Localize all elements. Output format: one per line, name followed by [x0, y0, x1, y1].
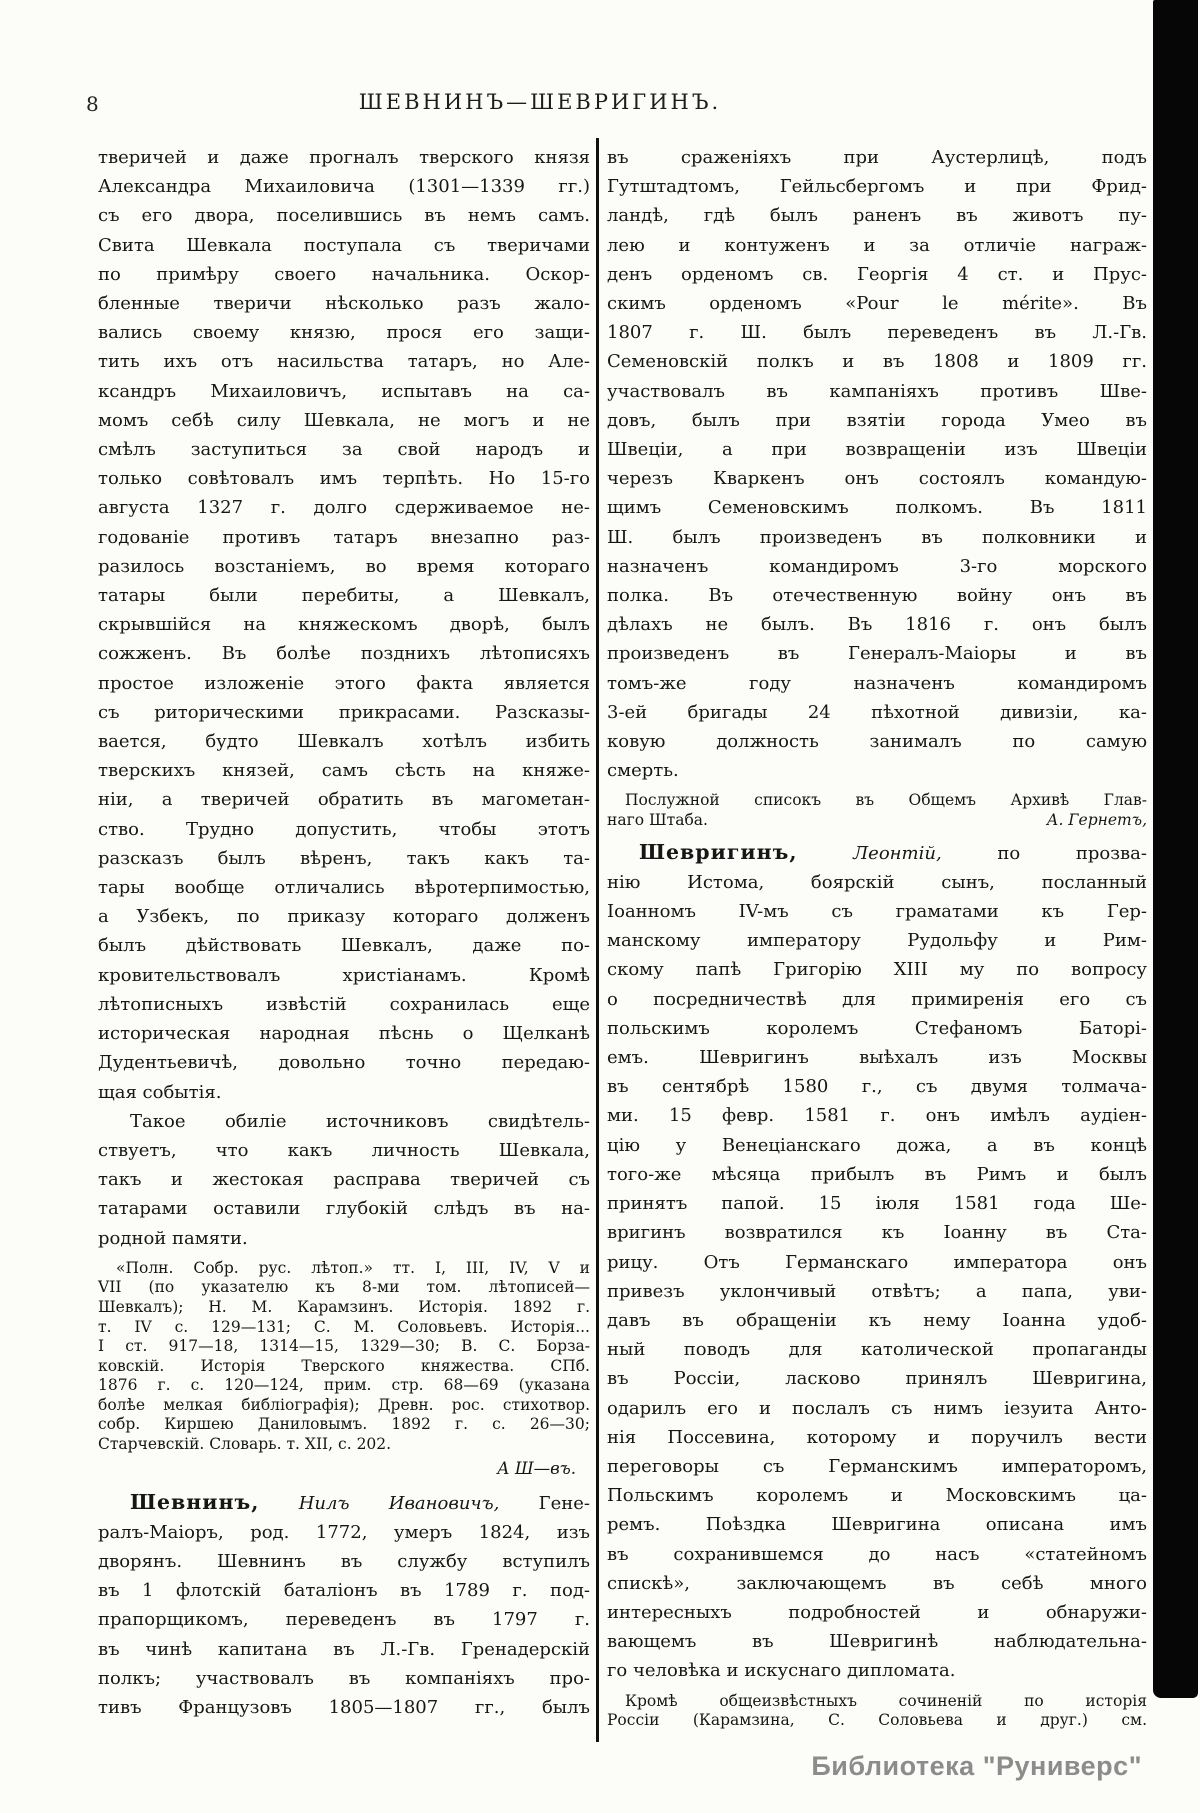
text-line: лѣтописныхъ извѣстій сохранилась еще: [98, 993, 590, 1015]
text-line: былъ дѣйствовать Шевкалъ, даже по-: [98, 935, 590, 957]
text-line: августа 1327 г. долго сдерживаемое не-: [98, 497, 590, 519]
text-line: ный поводъ для католической пропаганды: [607, 1339, 1147, 1361]
text-line: Такое обиліе источниковъ свидѣтель-: [130, 1110, 590, 1132]
text-line: Послужной списокъ въ Общемъ Архивѣ Глав-: [625, 791, 1147, 810]
text-line: по примѣру своего начальника. Оскор-: [98, 263, 590, 285]
text-line: щимъ Семеновскимъ полкомъ. Въ 1811: [607, 497, 1147, 519]
person-name: Леонтій,: [853, 842, 942, 864]
text-line: тверичей и даже прогналъ тверского князя: [98, 147, 590, 168]
text-segment: по прозва-: [941, 842, 1147, 864]
text-line: смерть.: [607, 760, 679, 782]
text-line: т. IV с. 129—131; С. М. Соловьевъ. Исторія...: [98, 1317, 590, 1336]
paragraph: [607, 791, 1147, 830]
text-line: татары были перебиты, а Шевкалъ,: [98, 585, 590, 607]
text-line: Свита Шевкала поступала съ тверичами: [98, 234, 590, 256]
text-line: только совѣтовалъ имъ терпѣть. Но 15-го: [98, 468, 590, 490]
right-column: [607, 143, 1147, 1731]
text-line: бленные тверичи нѣсколько разъ жало-: [98, 293, 590, 315]
paragraph: [98, 1107, 590, 1253]
text-line: Іоанномъ IV-мъ съ граматами къ Гер-: [607, 901, 1147, 923]
person-name: Нилъ Ивановичъ,: [298, 1492, 500, 1514]
paragraph: [98, 143, 590, 1107]
text-line: сожженъ. Въ болѣе позднихъ лѣтописяхъ: [98, 643, 590, 665]
text-line: [607, 811, 1147, 831]
text-line: въ сентябрѣ 1580 г., съ двумя толмача-: [607, 1076, 1147, 1098]
text-line: ксандръ Михаиловичъ, испытавъ на са-: [98, 380, 590, 402]
text-line: ніи, а тверичей обратить въ магометан-: [98, 789, 590, 811]
text-line: лею и контуженъ и за отличіе награж-: [607, 234, 1147, 256]
text-line: Шевкалъ); Н. М. Карамзинъ. Исторія. 1892 г.: [98, 1297, 590, 1316]
text-line: 1807 г. Ш. былъ переведенъ въ Л.-Гв.: [607, 322, 1147, 344]
text-line: о посредничествѣ для примиренія его съ: [607, 988, 1147, 1010]
text-segment: Гене-: [499, 1492, 590, 1514]
text-line: историческая народная пѣснь о Щелканѣ: [98, 1023, 590, 1045]
text-line: полкъ; участвовалъ въ компаніяхъ про-: [98, 1667, 590, 1689]
text-line: въ Россіи, ласково принялъ Шевригина,: [607, 1368, 1147, 1390]
text-line: Ш. былъ произведенъ въ полковники и: [607, 526, 1147, 548]
text-line: Старчевскій. Словарь. т. XII, с. 202.: [98, 1435, 392, 1454]
text-line: ковую должность занималъ по самую: [607, 731, 1147, 753]
text-line: вается, будто Шевкалъ хотѣлъ избить: [98, 731, 590, 753]
text-line: дворянъ. Шевнинъ въ службу вступилъ: [98, 1551, 590, 1573]
text-line: ландѣ, гдѣ былъ раненъ въ животъ пу-: [607, 205, 1147, 227]
scan-edge-black-bar: [1153, 0, 1198, 1698]
paragraph: [607, 838, 1147, 1686]
text-line: такъ и жестокая расправа тверичей съ: [98, 1169, 590, 1191]
text-line: принятъ папой. 15 іюля 1581 года Ше-: [607, 1193, 1147, 1215]
article-headword: Шевнинъ,: [130, 1489, 260, 1514]
text-line: го человѣка и искуснаго дипломата.: [607, 1660, 956, 1682]
text-line: VII (по указателю къ 8-ми том. лѣтописей—: [98, 1278, 590, 1297]
text-line: собр. Киршею Даниловымъ. 1892 г. с. 26—30;: [98, 1415, 590, 1434]
text-line: цію у Венеціанскаго дожа, а въ концѣ: [607, 1134, 1147, 1156]
text-line: Кромѣ общеизвѣстныхъ сочиненій по исторія: [625, 1691, 1147, 1710]
paragraph: [607, 1692, 1147, 1731]
text-line: годованіе противъ татаръ внезапно раз-: [98, 526, 590, 548]
text-line: скрывшійся на княжескомъ дворѣ, былъ: [98, 614, 590, 636]
text-segment: наго Штаба.: [607, 811, 708, 830]
text-line: 3-ей бригады 24 пѣхотной дивизіи, ка-: [607, 701, 1147, 723]
text-line: спискѣ», заключающемъ въ себѣ много: [607, 1572, 1147, 1594]
text-line: рицу. Отъ Германскаго императора онъ: [607, 1251, 1147, 1273]
text-line: а Узбекъ, по приказу котораго долженъ: [98, 906, 590, 928]
text-line: давъ въ обращеніи къ нему Іоанна удоб-: [607, 1309, 1147, 1331]
text-line: Дудентьевичѣ, довольно точно передаю-: [98, 1052, 590, 1074]
text-line: щая событія.: [98, 1081, 222, 1103]
text-line: въ 1 флотскій баталіонъ въ 1789 г. под-: [98, 1580, 590, 1602]
text-line: тверскихъ князей, самъ сѣсть на княже-: [98, 760, 590, 782]
text-line: одарилъ его и послалъ съ нимъ іезуита Анто-: [607, 1397, 1147, 1419]
text-line: скому папѣ Григорію XIII му по вопросу: [607, 959, 1147, 981]
text-line: 1876 г. с. 120—124, прим. стр. 68—69 (указана: [98, 1376, 590, 1395]
paragraph: [98, 1488, 590, 1723]
text-line: нію Истома, боярскій сынъ, посланный: [607, 871, 1147, 893]
text-line: Семеновскій полкъ и въ 1808 и 1809 гг.: [607, 351, 1147, 373]
paragraph: [607, 143, 1147, 785]
text-line: нія Поссевина, которому и поручилъ вести: [607, 1426, 1147, 1448]
text-line: ремъ. Поѣздка Шевригина описана имъ: [607, 1514, 1147, 1536]
text-line: въ сраженіяхъ при Аустерлицѣ, подъ: [607, 147, 1147, 168]
text-line: тивъ Французовъ 1805—1807 гг., былъ: [98, 1697, 590, 1719]
text-line: родной памяти.: [98, 1227, 248, 1249]
text-line: польскимъ королемъ Стефаномъ Баторі-: [607, 1017, 1147, 1039]
paragraph: [98, 1259, 590, 1455]
text-line: ство. Трудно допустить, чтобы этотъ: [98, 818, 590, 840]
text-line: разилось возстаніемъ, во время котораго: [98, 555, 590, 577]
page-number: 8: [86, 92, 99, 116]
text-line: I ст. 917—18, 1314—15, 1329—30; В. С. Борза-: [98, 1337, 590, 1356]
running-title: ШЕВНИНЪ—ШЕВРИГИНЪ.: [358, 90, 722, 114]
text-line: томъ-же году назначенъ командиромъ: [607, 672, 1147, 694]
text-line: смѣлъ заступиться за свой народъ и: [98, 439, 590, 461]
text-line: тары вообще отличались вѣротерпимостью,: [98, 877, 590, 899]
text-line: емъ. Шевригинъ выѣхалъ изъ Москвы: [607, 1047, 1147, 1069]
text-line: Гутштадтомъ, Гейльсбергомъ и при Фрид-: [607, 176, 1147, 198]
text-line: съ риторическими прикрасами. Разсказы-: [98, 701, 590, 723]
text-line: того-же мѣсяца прибылъ въ Римъ и былъ: [607, 1163, 1147, 1185]
text-line: разсказъ былъ вѣренъ, такъ какъ та-: [98, 847, 590, 869]
text-line: [98, 1488, 590, 1518]
text-line: татарами оставили глубокій слѣдъ въ на-: [98, 1198, 590, 1220]
text-line: момъ себѣ силу Шевкала, не могъ и не: [98, 409, 590, 431]
text-segment: [797, 843, 853, 864]
text-line: вающемъ въ Шевригинѣ наблюдательна-: [607, 1631, 1147, 1653]
article-headword: Шевригинъ,: [639, 839, 798, 864]
text-line: Россіи (Карамзина, С. Соловьева и друг.) см.: [607, 1711, 1147, 1730]
text-line: тить ихъ отъ насильства татаръ, но Але-: [98, 351, 590, 373]
text-line: Швеціи, а при возвращеніи изъ Швеціи: [607, 439, 1147, 461]
author-signature: А. Гернетъ,: [1046, 811, 1147, 830]
text-line: полка. Въ отечественную войну онъ въ: [607, 585, 1147, 607]
text-line: ми. 15 февр. 1581 г. онъ имѣлъ аудіен-: [607, 1105, 1147, 1127]
text-line: въ чинѣ капитана въ Л.-Гв. Гренадерскій: [98, 1638, 590, 1660]
text-line: Польскимъ королемъ и Московскимъ ца-: [607, 1485, 1147, 1507]
library-watermark: Библиотека "Руниверс": [811, 1751, 1142, 1781]
text-line: вригинъ возвратился къ Іоанну въ Ста-: [607, 1222, 1147, 1244]
text-line: интересныхъ подробностей и обнаружи-: [607, 1601, 1147, 1623]
text-line: манскому императору Рудольфу и Рим-: [607, 930, 1147, 952]
text-line: участвовалъ въ кампаніяхъ противъ Шве-: [607, 380, 1147, 402]
text-line: съ его двора, поселившись въ немъ самъ.: [98, 205, 590, 227]
text-line: болѣе мелкая библіографія); Древн. рос. стихотвор.: [98, 1395, 590, 1414]
text-line: произведенъ въ Генералъ-Маіоры и въ: [607, 643, 1147, 665]
text-line: кровительствовалъ христіанамъ. Кромѣ: [98, 964, 590, 986]
text-line: ковскій. Исторія Тверского княжества. СПб.: [98, 1356, 590, 1375]
author-signature: А Ш—въ.: [497, 1458, 576, 1478]
left-column: [98, 143, 590, 1722]
text-segment: [259, 1493, 298, 1514]
text-line: ствуетъ, что какъ личность Шевкала,: [98, 1139, 590, 1161]
text-line: назначенъ командиромъ 3-го морского: [607, 555, 1147, 577]
text-line: [607, 838, 1147, 868]
text-line: дѣлахъ не былъ. Въ 1816 г. онъ былъ: [607, 614, 1147, 636]
text-line: прапорщикомъ, переведенъ въ 1797 г.: [98, 1609, 590, 1631]
text-line: простое изложеніе этого факта является: [98, 672, 590, 694]
text-line: довъ, былъ при взятіи города Умео въ: [607, 409, 1147, 431]
column-divider-rule: [596, 138, 599, 1742]
text-line: въ сохранившемся до насъ «статейномъ: [607, 1543, 1147, 1565]
text-line: вались своему князю, прося его защи-: [98, 322, 590, 344]
text-line: денъ орденомъ св. Георгія 4 ст. и Прус-: [607, 263, 1147, 285]
text-line: черезъ Кваркенъ онъ состоялъ командую-: [607, 468, 1147, 490]
text-line: переговоры съ Германскимъ императоромъ,: [607, 1455, 1147, 1477]
text-line: ралъ-Маіоръ, род. 1772, умеръ 1824, изъ: [98, 1521, 590, 1543]
text-line: Александра Михаиловича (1301—1339 гг.): [98, 176, 590, 198]
text-line: «Полн. Собр. рус. лѣтоп.» тт. I, III, IV, V и: [116, 1258, 590, 1277]
text-line: привезъ уклончивый отвѣтъ; а папа, уви-: [607, 1280, 1147, 1302]
text-line: скимъ орденомъ «Pour le mérite». Въ: [607, 293, 1147, 315]
